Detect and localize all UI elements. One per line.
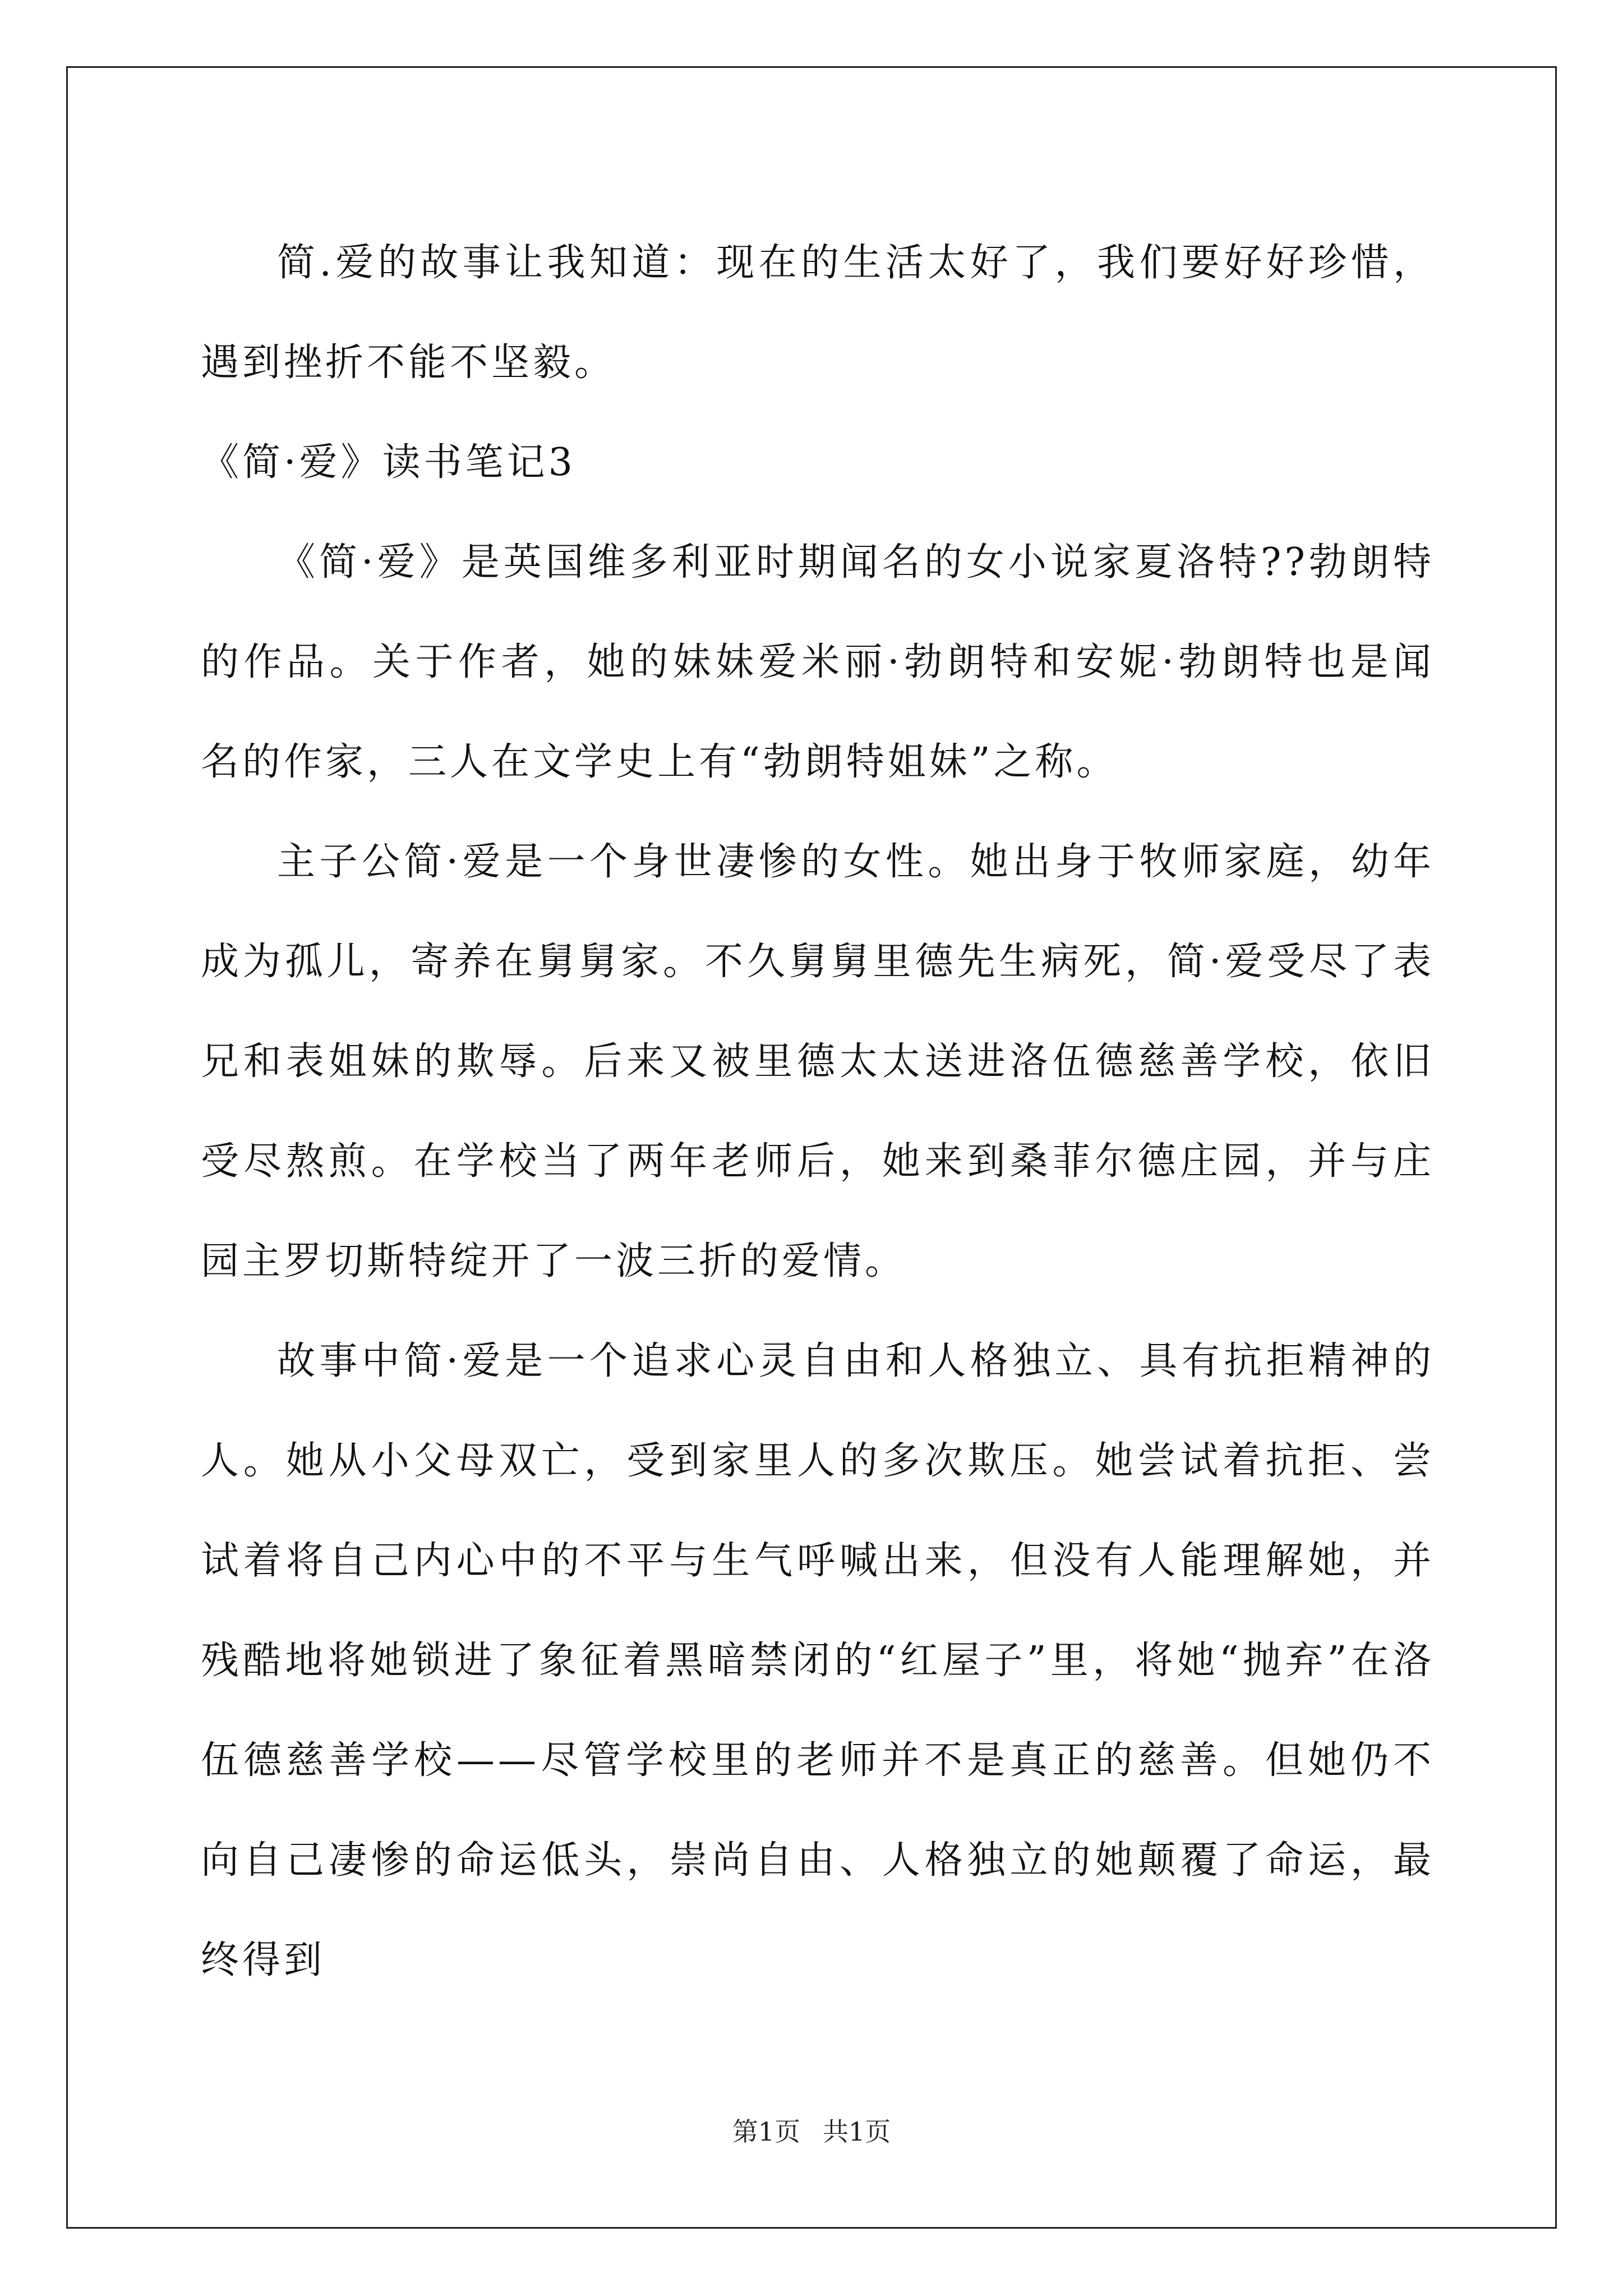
paragraph-protagonist: 主子公简·爱是一个身世凄惨的女性。她出身于牧师家庭，幼年成为孤儿，寄养在舅舅家。不久舅舅里德先生病死，简·爱受尽了表兄和表姐妹的欺辱。后来又被里德太太送进洛伍德慈善学校，依旧受尽熬煎。在学校当了两年老师后，她来到桑菲尔德庄园，并与庄园主罗切斯特绽开了一波三折的爱情。 (201, 840, 1435, 1283)
paragraph-character-analysis: 故事中简·爱是一个追求心灵自由和人格独立、具有抗拒精神的人。她从小父母双亡，受到家里人的多次欺压。她尝试着抗拒、尝试着将自己内心中的不平与生气呼喊出来，但没有人能理解她，并残酷地将她锁进了象征着黑暗禁闭的“红屋子”里，将她“抛弃”在洛伍德慈善学校——尽管学校里的老师并不是真正的慈善。但她仍不向自己凄惨的命运低头，崇尚自由、人格独立的她颠覆了命运，最终得到 (201, 1339, 1435, 1982)
section-heading: 《简·爱》读书笔记3 (201, 440, 576, 485)
page-number-current: 第1页 (732, 2116, 800, 2147)
document-body (201, 213, 1435, 2010)
paragraph-intro-conclusion: 简.爱的故事让我知道：现在的生活太好了，我们要好好珍惜，遇到挫折不能不坚毅。 (201, 241, 1435, 385)
page-number-total: 共1页 (823, 2116, 891, 2147)
paragraph-author: 《简·爱》是英国维多利亚时期闻名的女小说家夏洛特??勃朗特的作品。关于作者，她的妹妹爱米丽·勃朗特和安妮·勃朗特也是闻名的作家，三人在文学史上有“勃朗特姐妹”之称。 (201, 540, 1435, 784)
page-footer (0, 2115, 1623, 2148)
